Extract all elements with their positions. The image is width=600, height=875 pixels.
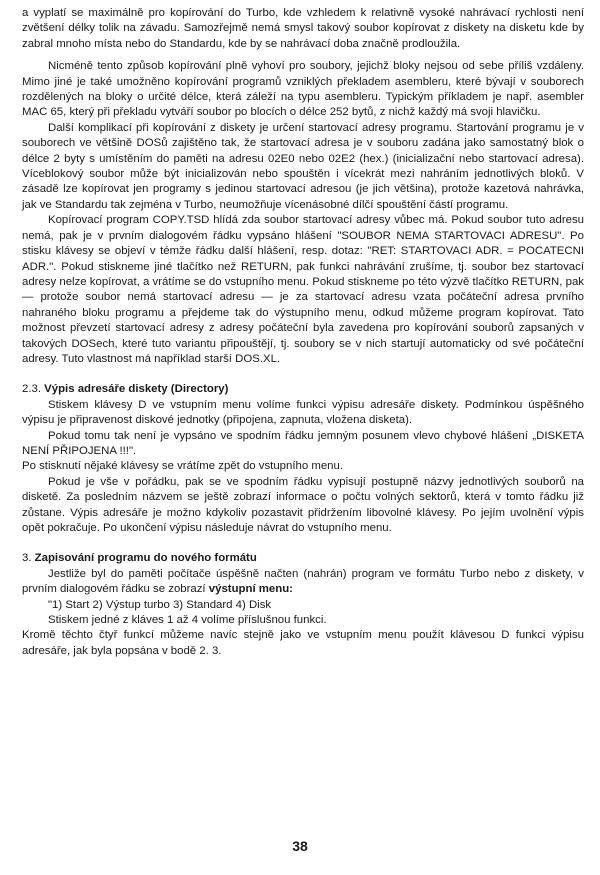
paragraph-4: Kopírovací program COPY.TSD hlídá zda soubor startovací adresy vůbec má. Pokud soubor tuto adresu nemá, pak je v prvním dialogovém řádku vypsáno hlášení "SOUBOR NEMA STARTOVACI ADRESU". Po stisku klávesy se objeví v témže řádku další hlášení, resp. dotaz: "RET: STARTOVACI ADR. = POCATECNI ADR.". Pokud stiskneme jiné tlačítko než RETURN, pak funkci nahrávání zrušíme, tj. soubor bez startovací adresy nelze kopírovat, a vrátíme se do vstupního menu. Pokud stiskneme po této výzvě tlačítko RETURN, pak — protože soubor nemá startovací adresu — je za startovací adresu vzata počáteční adresa prvního nahraného bloku programu a přejdeme tak do výstupního menu, odkud můžeme program kopírovat. Tato možnost převzetí startovací adresy z adresy počáteční byla zavedena pro kopírování souborů zapsaných v takových DOSech, které tuto variantu připouštějí, tj. soubory se v nich startují automaticky od své počáteční adresy. Tuto vlastnost má například starší DOS.XL. bbox=[22, 214, 584, 365]
paragraph-2: Nicméně tento způsob kopírování plně vyhoví pro soubory, jejichž bloky nejsou od sebe příliš vzdáleny. Mimo jiné je také umožněno kopírování programů vzniklých překladem asembleru, které bývají v souborech rozdělených na bloky o určité délce, která záleží na typu asembleru. Typickým příkladem je např. asembler MAC 65, který při překladu vytváří soubor po blocích o délce 252 bytů, z nichž každý má svoji hlavičku. bbox=[22, 60, 584, 119]
page-number: 38 bbox=[292, 838, 308, 854]
section-3-paragraph-1 bbox=[22, 567, 584, 598]
section-2-3-title: Výpis adresáře diskety (Directory) bbox=[44, 383, 229, 396]
section-3-paragraph-2: Stiskem jedné z kláves 1 až 4 volíme příslušnou funkci. bbox=[48, 614, 327, 627]
output-menu-label: výstupní menu: bbox=[208, 583, 293, 596]
section-3-number: 3. bbox=[22, 552, 32, 565]
section-3-paragraph-1-text: Jestliže byl do paměti počítače úspěšně načten (nahrán) program ve formátu Turbo nebo z diskety, v prvním dialogovém řádku se zobrazí bbox=[22, 567, 584, 596]
section-2-3-paragraph-2: Pokud tomu tak není je vypsáno ve spodním řádku jemným posunem vlevo chybové hlášení „DISKETA NENÍ PŘIPOJENA !!!". bbox=[22, 429, 584, 457]
section-3-paragraph-3: Kromě těchto čtyř funkcí můžeme navíc stejně jako ve vstupním menu použít klávesou D funkci výpisu adresáře, jak byla popsána v bodě 2. 3. bbox=[22, 629, 584, 657]
output-menu-options: "1) Start 2) Výstup turbo 3) Standard 4) Disk bbox=[48, 598, 272, 611]
section-2-3-number: 2.3. bbox=[22, 383, 41, 396]
paragraph-1: a vyplatí se maximálně pro kopírování do Turbo, kde vzhledem k relativně vysoké nahrávací rychlosti není zvětšení délky tolik na závadu. Samozřejmě nemá smysl takový soubor kopírovat z diskety na disketu kde by zabral mnoho místa nebo do Standardu, kde by se nahrávací doba značně prodloužila. bbox=[22, 7, 584, 50]
section-2-3-paragraph-3: Po stisknutí nějaké klávesy se vrátíme zpět do vstupního menu. bbox=[22, 460, 344, 473]
section-2-3-heading bbox=[22, 382, 584, 397]
section-2-3-paragraph-4: Pokud je vše v pořádku, pak se ve spodním řádku vypisují postupně názvy jednotlivých souborů na disketě. Za posledním názvem se ještě zobrazí informace o počtu volných sektorů, která v tomto řádku již zůstane. Výpis adresáře je možno kdykoliv pozastavit přidržením libovolné klávesy. Po jejím uvolnění výpis opět pokračuje. Po ukončení výpisu následuje návrat do vstupního menu. bbox=[22, 475, 584, 534]
section-2-3-paragraph-1: Stiskem klávesy D ve vstupním menu volíme funkci výpisu adresáře diskety. Podmínkou úspěšného výpisu je připravenost diskové jednotky (připojena, zapnuta, vložena disketa). bbox=[22, 398, 584, 427]
page-body bbox=[22, 6, 584, 659]
section-3-title: Zapisování programu do nového formátu bbox=[34, 552, 257, 565]
paragraph-3: Další komplikací při kopírování z diskety je určení startovací adresy programu. Startování programu je v souborech ve většině DOSů zajištěno tak, že startovací adresa je v souboru zadána jako samostatný blok o délce 2 byty s umístěním do paměti na adresu 02E0 nebo 02E2 (hex.) (inicializační nebo startovací adresa). Víceblokový soubor může být inicializován nebo spouštěn i vícekrát mezi nahráním jednotlivých bloků. V zásadě lze kopírovat jen programy s jedinou startovací adresou (je jich většina), protože kazetová nahrávka, jak ve Standardu tak zejména v Turbo, neumožňuje vícenásobné dílčí spouštění částí programu. bbox=[22, 121, 584, 211]
section-3-heading bbox=[22, 551, 584, 566]
